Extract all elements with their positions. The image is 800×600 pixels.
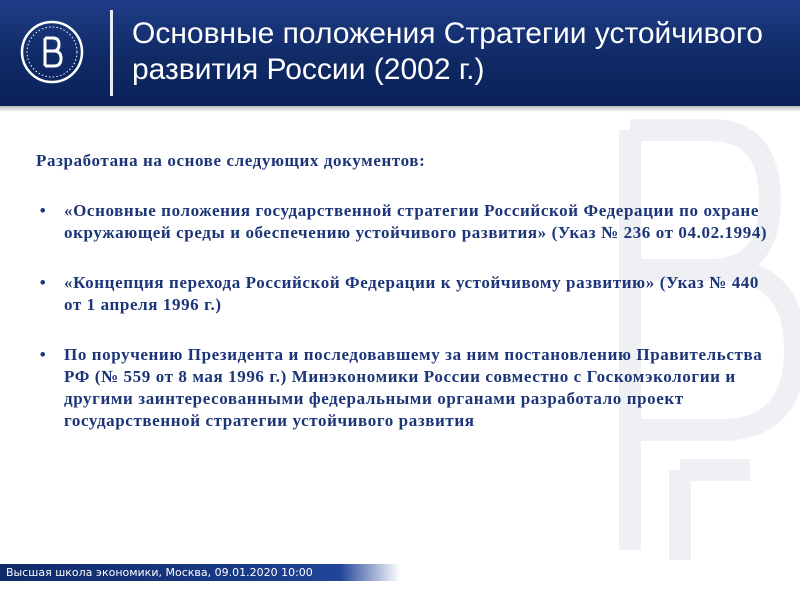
header-divider (110, 10, 113, 96)
hse-logo-icon (20, 20, 84, 84)
list-item-text: «Основные положения государственной стратегии Российской Федерации по охране окружающей среды и обеспечению устойчивого развития» (Указ № 236 от 04.02.1994) (64, 201, 768, 242)
header-bar (0, 0, 800, 106)
list-item (36, 344, 776, 432)
bullet-icon: • (39, 273, 47, 292)
list-item (36, 200, 776, 244)
bullet-icon: • (39, 201, 47, 220)
list-item-text: «Концепция перехода Российской Федерации к устойчивому развитию» (Указ № 440 от 1 апреля 1996 г.) (64, 273, 760, 314)
list-item (36, 272, 776, 316)
slide-body (36, 150, 776, 460)
documents-list (36, 200, 776, 432)
slide-title: Основные положения Стратегии устойчивого развития России (2002 г.) (132, 17, 763, 86)
header-shadow (0, 106, 800, 112)
list-item-text: По поручению Президента и последовавшему за ним постановлению Правительства РФ (№ 559 от 8 мая 1996 г.) Минэкономики России совместно с Госкомэкологии и другими заинтересованными федеральными органами разработало проект государственной стратегии устойчивого развития (64, 345, 763, 430)
footer-text: Высшая школа экономики, Москва, 09.01.2020 10:00 (6, 566, 313, 579)
bullet-icon: • (39, 345, 47, 364)
intro-text: Разработана на основе следующих документов: (36, 151, 426, 170)
footer-bar (0, 564, 400, 581)
